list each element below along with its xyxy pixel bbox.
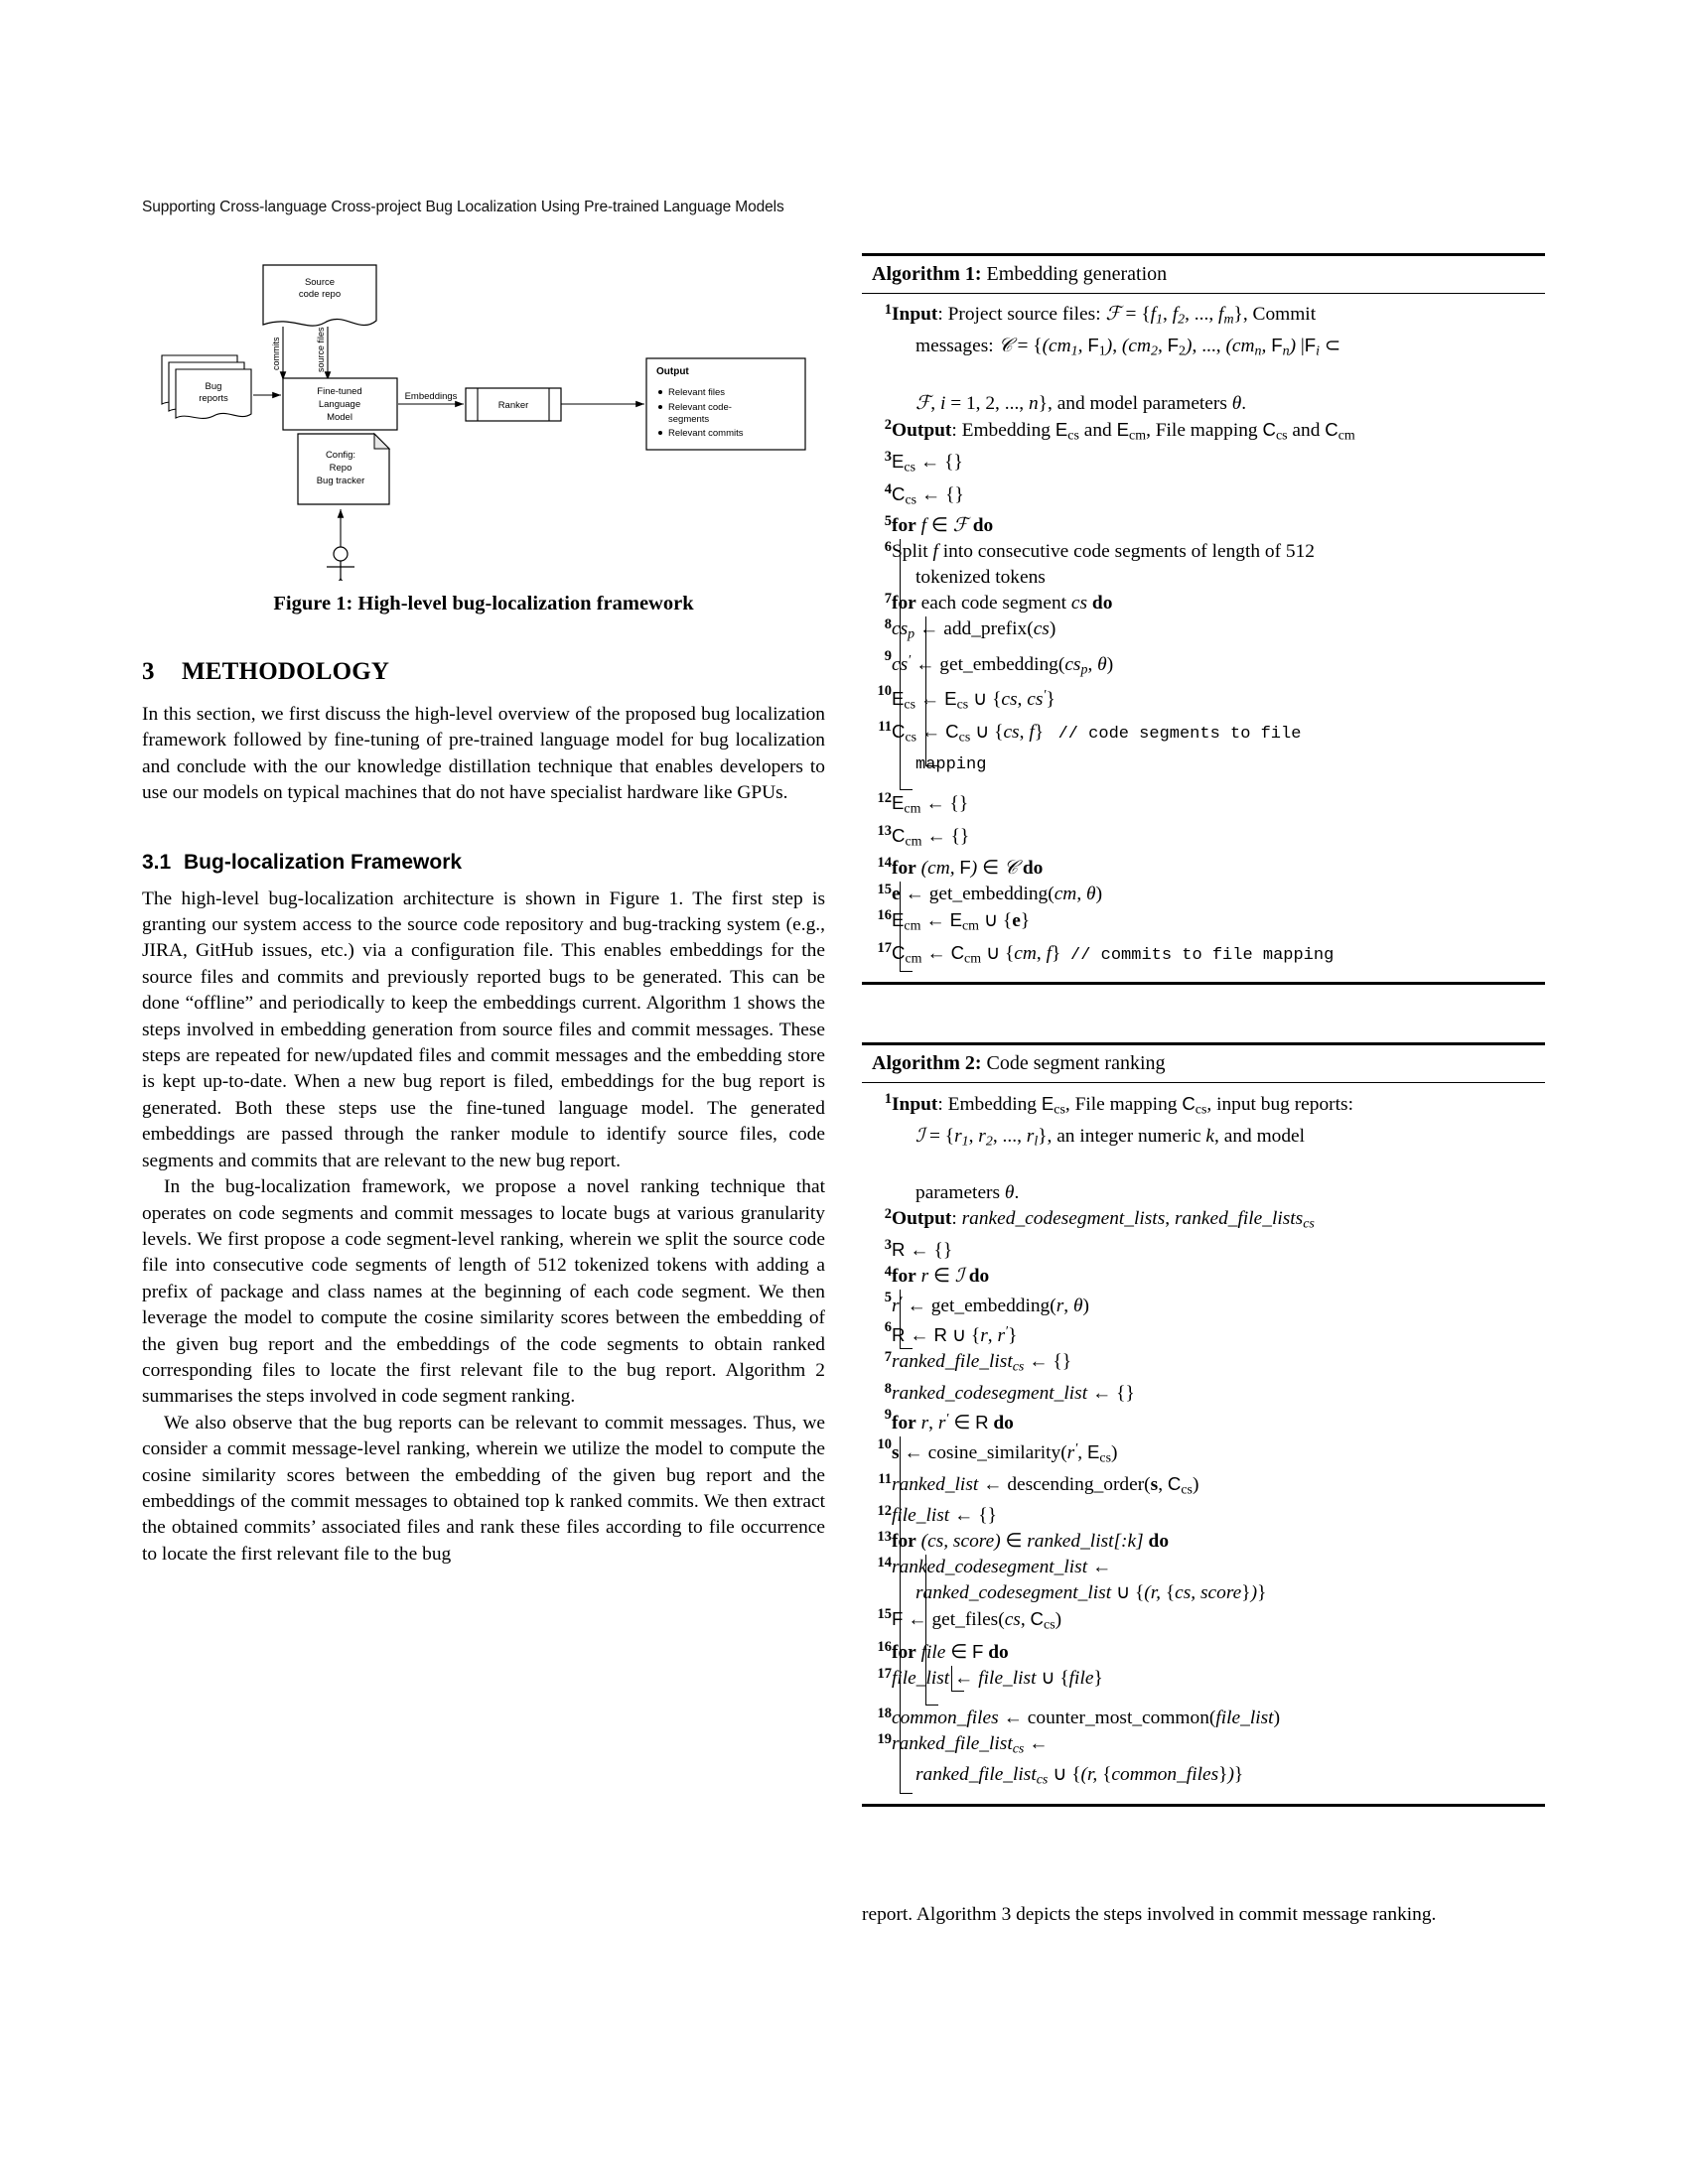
line-number: 4 — [884, 1264, 892, 1281]
node-label-line: Model — [327, 412, 352, 423]
line-number: 3 — [884, 449, 892, 466]
line-number: 17 — [877, 1665, 892, 1682]
output-item: Relevant commits — [668, 428, 744, 439]
line-code: r′ ← get_embedding(r, θ) — [892, 1290, 1545, 1319]
line-number: 11 — [878, 1470, 892, 1487]
algo-line — [862, 1606, 1545, 1638]
line-number: 8 — [884, 1380, 892, 1397]
line-code: ranked_codesegment_list ← {} — [892, 1382, 1135, 1404]
line-number: 18 — [877, 1705, 892, 1721]
section-number: 3 — [142, 658, 155, 685]
line-number: 12 — [877, 790, 892, 807]
algorithm-1 — [862, 253, 1545, 985]
line-code: ranked_file_list$_{cs}$ ← {} — [892, 1351, 1072, 1375]
subsection-number: 3.1 — [142, 850, 172, 874]
paragraph-methodology-intro: In this section, we first discuss the high-level overview of the proposed bug localization framework followed by fine-tuning of pre-trained language model for bug localization and conclude with the our knowledge distillation technique that enables developers to use our models on typical machines that do not have specialist hardware like GPUs. — [142, 704, 825, 804]
algo-line — [862, 1407, 1545, 1436]
algo-line — [862, 1381, 1545, 1407]
algo-line — [862, 882, 1545, 907]
algo-line — [862, 616, 1545, 647]
output-title: Output — [656, 366, 689, 377]
algo-line — [862, 1436, 1545, 1471]
line-number: 16 — [877, 1638, 892, 1655]
left-column — [142, 253, 825, 1568]
paragraph-framework-2: In the bug-localization framework, we propose a novel ranking technique that operates on code segments and commit messages to locate bugs at various granularity levels. We first propose a code segment-level ranking, wherein we split the source code file into consecutive code segments of length of 512 tokenized tokens with adding a prefix of package and class names at the beginning of each code segment. We then leverage the model to compute the cosine similarity scores between the embedding of the given bug report and the embeddings of the code segments to obtain ranked corresponding files to locate the first relevant file to the bug report. Algorithm 2 summarises the steps involved in code segment ranking. — [142, 1176, 825, 1408]
algo-line — [862, 591, 1545, 616]
running-head: Supporting Cross-language Cross-project Bug Localization Using Pre-trained Language Models — [142, 199, 784, 215]
algo-line — [862, 513, 1545, 539]
line-number: 9 — [884, 647, 892, 664]
line-code: Input: Project source files: ℱ = {$f_1$, $f_2$, ..., $f_m$}, Commit messages: 𝒞 = {($cm_1$, $F_1$), ($cm_2$, $F_2$), ..., ($cm_n$, $F_n$) $|F_i$ ⊂ ℱ, i = 1, 2, ..., n}, and model parameters θ. — [892, 304, 1341, 414]
algorithm-2-title: Code segment ranking — [986, 1052, 1166, 1075]
algo-line — [862, 1706, 1545, 1731]
edge-label-source-files: source files — [316, 327, 326, 372]
algo-line — [862, 1471, 1545, 1503]
line-number: 12 — [877, 1503, 892, 1520]
algo-line — [862, 1349, 1545, 1380]
node-label-line: Repo — [329, 463, 352, 474]
line-number: 8 — [884, 616, 892, 633]
node-label-line: Language — [318, 399, 361, 410]
line-code: R ← {} — [892, 1239, 953, 1262]
line-code: $E_{cm}$ ← {} — [892, 792, 969, 817]
line-code: for each code segment cs do — [892, 591, 1545, 616]
line-code: ranked_codesegment_list ← ranked_codesegment_list ∪ {(r, {cs, score})} — [892, 1555, 1545, 1606]
output-item-codesegments-l2: segments — [668, 414, 710, 425]
line-code: F ← get_files(cs, $C_{cs}$) — [892, 1606, 1545, 1638]
line-code: for file ∈ F do — [892, 1639, 1545, 1666]
node-ranker — [466, 388, 561, 421]
algorithm-1-label: Algorithm 1: — [872, 263, 982, 285]
algo-line — [862, 481, 1545, 513]
line-number: 11 — [878, 718, 892, 735]
bullet-icon — [658, 405, 662, 409]
figure-1 — [142, 253, 825, 614]
bullet-icon — [658, 431, 662, 435]
line-code: Output: Embedding $E_{cs}$ and $E_{cm}$, File mapping $C_{cs}$ and $C_{cm}$ — [892, 418, 1355, 444]
line-number: 4 — [884, 480, 892, 497]
line-code: $E_{cs}$ ← $E_{cs}$ ∪ {cs, cs′} — [892, 683, 1545, 718]
line-code: for f ∈ ℱ do — [892, 515, 994, 537]
algo-line — [862, 907, 1545, 939]
node-label-line: Bug — [205, 381, 222, 392]
algorithm-1-title: Embedding generation — [986, 263, 1168, 285]
line-number: 17 — [877, 939, 892, 956]
line-number: 2 — [884, 1205, 892, 1222]
line-number: 13 — [877, 1529, 892, 1546]
line-number: 15 — [877, 1606, 892, 1623]
algo-line — [862, 302, 1545, 417]
algo-line-spacer — [862, 1692, 1545, 1706]
algo-line — [862, 1731, 1545, 1794]
line-code: common_files ← counter_most_common(file_list) — [892, 1706, 1545, 1731]
line-code: s ← cosine_similarity(r′, $E_{cs}$) — [892, 1436, 1545, 1471]
line-number: 5 — [884, 1290, 892, 1306]
algo-line — [862, 790, 1545, 822]
algo-line — [862, 1666, 1545, 1692]
line-code: ranked_file_list$_{cs}$ ← ranked_file_list$_{cs}$ ∪ {(r, {common_files})} — [892, 1731, 1545, 1794]
node-label-line: code repo — [298, 289, 342, 300]
line-code: cs′ ← $get\_embedding(cs_p$, θ) — [892, 648, 1545, 683]
line-code: ranked_list ← descending_order(s, $C_{cs}$) — [892, 1471, 1545, 1503]
line-code: file_list ← {} — [892, 1503, 1545, 1529]
line-code: $C_{cs}$ ← $C_{cs}$ ∪ {cs, f} // code segments to file mapping — [892, 719, 1545, 778]
algo-line — [862, 855, 1545, 882]
section-heading-methodology — [142, 658, 825, 686]
node-bug-reports — [162, 355, 251, 418]
node-label-line: Bug tracker — [316, 476, 365, 486]
line-code: for r, r′ ∈ R do — [892, 1411, 1014, 1433]
algo-line — [862, 1555, 1545, 1606]
line-code: $C_{cm}$ ← $C_{cm}$ ∪ {cm, f} // commits to file mapping — [892, 940, 1545, 972]
line-number: 5 — [884, 513, 892, 530]
line-code: file_list ← file_list ∪ {file} — [892, 1666, 1545, 1692]
line-number: 10 — [877, 1435, 892, 1452]
node-label-line: Source — [304, 277, 336, 288]
line-code: $E_{cm}$ ← $E_{cm}$ ∪ {e} — [892, 907, 1545, 939]
line-code: for r ∈ ℐ do — [892, 1266, 990, 1288]
algo-line — [862, 1529, 1545, 1555]
algo-line — [862, 1237, 1545, 1264]
line-code: Split f into consecutive code segments of length of 512 tokenized tokens — [892, 539, 1545, 591]
paragraph-framework-3: We also observe that the bug reports can be relevant to commit messages. Thus, we consider a commit message-level ranking, wherein we utilize the model to compute the cosine similarity scores between the embedding of the given bug report and the embeddings of the commit messages to obtained top k ranked commits. We then extract the obtained commits’ associated files and rank these files according to file occurrence to locate the first relevant file to the bug — [142, 1412, 825, 1565]
algo-line — [862, 683, 1545, 718]
node-label-line: Fine-tuned — [317, 386, 362, 397]
node-source-code-repo — [263, 265, 376, 326]
right-column — [862, 253, 1545, 1928]
bullet-icon — [658, 390, 662, 394]
line-number: 6 — [884, 539, 892, 556]
edge-label-embeddings: Embeddings — [404, 391, 458, 402]
algo-line — [862, 1639, 1545, 1666]
line-number: 13 — [877, 822, 892, 839]
algo-line — [862, 648, 1545, 683]
actor-qa-engineer — [315, 547, 365, 581]
line-code: $E_{cs}$ ← {} — [892, 451, 963, 476]
node-label-line: reports — [199, 393, 228, 404]
line-code: $cs_p$ ← add_prefix(cs) — [892, 616, 1545, 647]
algorithm-2 — [862, 1042, 1545, 1807]
line-number: 14 — [877, 855, 892, 872]
node-fine-tuned-language-model — [283, 378, 397, 430]
algorithm-1-caption — [862, 256, 1545, 293]
algo-line — [862, 823, 1545, 855]
algo-line — [862, 1091, 1545, 1206]
line-number: 16 — [877, 907, 892, 924]
subsection-title: Bug-localization Framework — [184, 850, 463, 874]
line-code: for (cs, score) ∈ ranked_list[:k] do — [892, 1529, 1545, 1555]
line-number: 9 — [884, 1406, 892, 1423]
node-config — [283, 430, 389, 504]
node-label-ranker: Ranker — [497, 400, 529, 411]
algo-line — [862, 1290, 1545, 1319]
section-title: METHODOLOGY — [182, 658, 390, 685]
line-code: R ← R ∪ {r, r′} — [892, 1319, 1545, 1349]
line-number: 1 — [884, 1091, 892, 1108]
algorithm-2-caption — [862, 1045, 1545, 1082]
algo-line-spacer — [862, 778, 1545, 790]
line-number: 19 — [877, 1730, 892, 1747]
algo-line — [862, 1319, 1545, 1349]
line-code: $C_{cs}$ ← {} — [892, 482, 964, 508]
node-label-line: Config: — [325, 450, 356, 461]
paragraph-right-tail: report. Algorithm 3 depicts the steps involved in commit message ranking. — [862, 1903, 1437, 1925]
line-code: Output: ranked_codesegment_lists, ranked_file_lists$_{cs}$ — [892, 1207, 1315, 1232]
algo-line — [862, 449, 1545, 480]
line-number: 6 — [884, 1319, 892, 1336]
line-number: 1 — [884, 302, 892, 318]
algo-line — [862, 1503, 1545, 1529]
line-code: Input: Embedding $E_{cs}$, File mapping $C_{cs}$, input bug reports: ℐ = {$r_1$, $r_2$, ..., $r_l$}, an integer numeric k, and model parameters θ. — [892, 1093, 1353, 1203]
algo-line — [862, 1264, 1545, 1290]
line-number: 10 — [877, 683, 892, 700]
line-code: for (cm, F) ∈ 𝒞 do — [892, 857, 1044, 880]
line-number: 3 — [884, 1237, 892, 1254]
algo-line — [862, 1206, 1545, 1237]
line-number: 2 — [884, 416, 892, 433]
edge-label-commits: commits — [271, 337, 281, 370]
line-number: 15 — [877, 882, 892, 898]
section-heading-framework — [142, 851, 825, 875]
output-item-codesegments-l1: Relevant code- — [668, 402, 732, 413]
node-output — [646, 358, 805, 450]
framework-diagram — [156, 253, 811, 581]
line-number: 7 — [884, 1349, 892, 1366]
line-number: 7 — [884, 591, 892, 608]
algorithm-2-label: Algorithm 2: — [872, 1052, 982, 1075]
line-number: 14 — [877, 1555, 892, 1571]
algo-line — [862, 539, 1545, 591]
algo-line — [862, 940, 1545, 972]
algo-line — [862, 719, 1545, 778]
paragraph-framework-1: The high-level bug-localization architecture is shown in Figure 1. The first step is granting our system access to the source code repository and bug-tracking system (e.g., JIRA, GitHub issues, etc.) via a configuration file. This enables embeddings for the source files and commits and previously reported bugs to be generated. This can be done “offline” and periodically to keep the embeddings current. Algorithm 1 shows the steps involved in embedding generation from source files and commit messages. These steps are repeated for new/updated files and commit messages and the embedding store is kept up-to-date. When a new bug report is filed, embeddings for the bug report is generated. Both these steps use the fine-tuned language model. The generated embeddings are passed through the ranker module to identify source files, code segments and commits that are relevant to the new bug report. — [142, 887, 825, 1171]
line-code: $C_{cm}$ ← {} — [892, 824, 970, 850]
figure-caption: Figure 1: High-level bug-localization framework — [273, 593, 694, 614]
output-item: Relevant files — [668, 387, 726, 398]
line-code: e ← get_embedding(cm, θ) — [892, 882, 1545, 907]
algo-line — [862, 417, 1545, 449]
